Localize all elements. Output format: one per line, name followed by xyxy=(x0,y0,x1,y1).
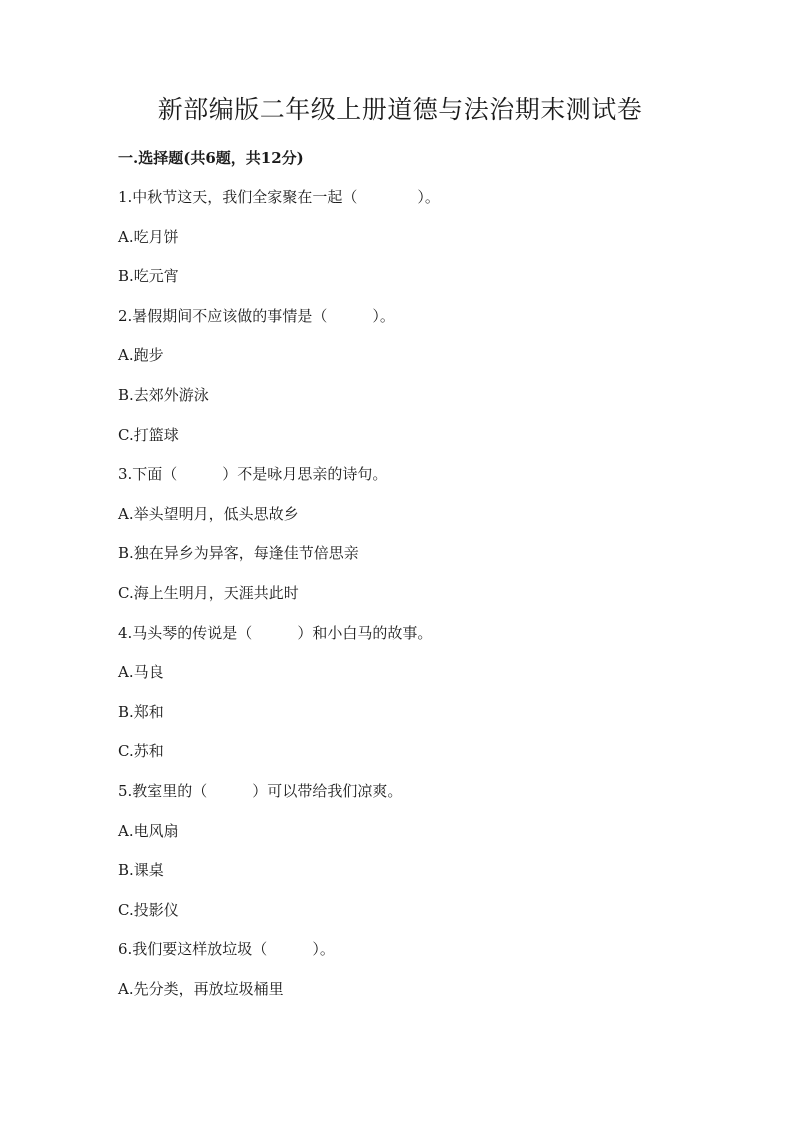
option-1b: B.吃元宵 xyxy=(118,267,179,286)
option-3c: C.海上生明月，天涯共此时 xyxy=(118,583,299,602)
option-2a: A.跑步 xyxy=(118,346,164,365)
option-2b: B.去郊外游泳 xyxy=(118,385,209,404)
option-6a: A.先分类，再放垃圾桶里 xyxy=(118,979,284,998)
question-6: 6.我们要这样放垃圾（ ）。 xyxy=(118,940,335,959)
option-5c: C.投影仪 xyxy=(118,900,179,919)
section-heading: 一.选择题(共6题，共12分) xyxy=(118,149,304,167)
option-3b: B.独在异乡为异客，每逢佳节倍思亲 xyxy=(118,544,359,563)
page-title: 新部编版二年级上册道德与法治期末测试卷 xyxy=(157,95,643,124)
question-1: 1.中秋节这天，我们全家聚在一起（ ）。 xyxy=(118,188,440,206)
question-4: 4.马头琴的传说是（ ）和小白马的故事。 xyxy=(118,623,433,642)
option-3a: A.举头望明月，低头思故乡 xyxy=(118,504,299,523)
question-3: 3.下面（ ）不是咏月思亲的诗句。 xyxy=(118,465,388,484)
question-5: 5.教室里的（ ）可以带给我们凉爽。 xyxy=(118,781,403,800)
option-1a: A.吃月饼 xyxy=(118,227,179,246)
option-4b: B.郑和 xyxy=(118,702,164,721)
option-5b: B.课桌 xyxy=(118,861,164,880)
option-4c: C.苏和 xyxy=(118,742,164,761)
question-2: 2.暑假期间不应该做的事情是（ ）。 xyxy=(118,306,395,325)
option-4a: A.马良 xyxy=(118,663,164,682)
option-5a: A.电风扇 xyxy=(118,821,179,840)
option-2c: C.打篮球 xyxy=(118,425,179,444)
question-list xyxy=(118,185,718,1016)
